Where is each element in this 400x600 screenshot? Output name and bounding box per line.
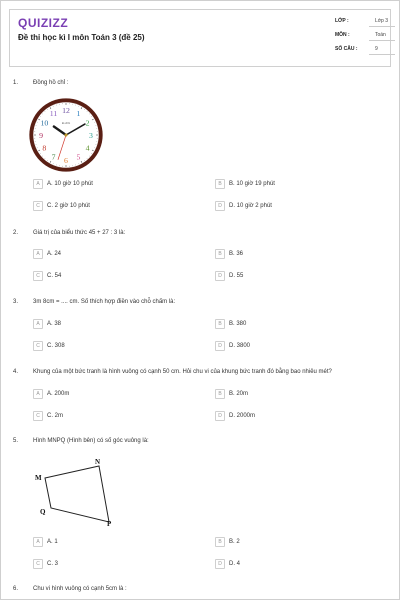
option-text: B. 10 giờ 19 phút [229,181,275,187]
option-text: A. 1 [47,539,58,545]
option-letter-box: A [33,179,43,189]
question-3-text: 3m 8cm = .... cm. Số thích hợp điền vào chỗ chấm là: [33,299,176,305]
option-text: A. 200m [47,391,70,397]
clock-number: 6 [64,155,68,165]
option-letter-box: D [215,271,225,281]
clock-number: 4 [85,143,90,153]
vertex-label-m: M [35,474,42,482]
question-2-text: Giá trị của biểu thức 45 + 27 : 3 là: [33,230,126,236]
meta-grade-value: Lớp 3 [375,18,389,24]
option-text: B. 36 [229,251,244,257]
clock-number: 5 [76,152,81,162]
meta-count-value: 9 [375,46,378,52]
meta-grade-label: LỚP : [335,18,349,24]
worksheet-header [9,9,391,67]
clock-image [27,96,105,174]
meta-count [335,42,395,56]
meta-divider [369,54,395,55]
option-letter-box: C [33,201,43,211]
option-text: D. 10 giờ 2 phút [229,203,272,209]
option-letter-box: D [215,341,225,351]
option-letter-box: B [215,389,225,399]
quadrilateral-mnpq-figure [33,458,115,526]
option-letter-box: C [33,411,43,421]
option-text: C. 2m [47,413,64,419]
clock-number: 1 [76,109,81,119]
vertex-label-p: P [107,520,112,526]
question-4-text: Khung của một bức tranh là hình vuông có cạnh 50 cm. Hỏi chu vi của khung bức tranh đó bằng bao nhiêu mét? [33,369,332,375]
clock-number: 3 [89,130,93,140]
meta-subject [335,28,395,42]
meta-subject-value: Toán [375,32,386,38]
quadrilateral-outline [45,466,109,522]
option-text: B. 380 [229,321,247,327]
meta-subject-label: MÔN : [335,32,350,38]
option-letter-box: A [33,389,43,399]
question-1-text: Đồng hồ chỉ : [33,80,69,86]
clock-number: 11 [49,109,58,119]
clock-number: 8 [42,143,47,153]
quizizz-logo: QUIZIZZ [18,16,69,30]
option-letter-box: D [215,559,225,569]
option-text: A. 10 giờ 10 phút [47,181,93,187]
option-letter-box: B [215,249,225,259]
clock-brand: ELLING [61,123,71,126]
option-letter-box: B [215,537,225,547]
option-text: A. 38 [47,321,62,327]
option-text: D. 3800 [229,343,251,349]
option-letter-box: D [215,201,225,211]
clock-number: 9 [39,130,43,140]
clock-center-pin [64,133,67,136]
question-6-number: 6. [13,586,19,592]
question-2-number: 2. [13,230,19,236]
question-5-text: Hình MNPQ (Hình bên) có số góc vuông là: [33,438,149,444]
vertex-label-q: Q [40,508,46,516]
meta-divider [369,40,395,41]
option-text: D. 4 [229,561,241,567]
exam-title: Đề thi học kì I môn Toán 3 (đề 25) [18,33,145,42]
clock-number: 12 [62,105,70,115]
option-text: C. 3 [47,561,59,567]
option-text: B. 20m [229,391,249,397]
option-letter-box: B [215,179,225,189]
question-5-number: 5. [13,438,19,444]
clock-number: 10 [40,118,49,128]
meta-grade [335,14,395,28]
clock-number: 7 [51,152,56,162]
question-4-number: 4. [13,369,19,375]
option-text: D. 55 [229,273,244,279]
option-letter-box: C [33,341,43,351]
vertex-label-n: N [95,458,101,466]
option-letter-box: A [33,249,43,259]
option-text: C. 2 giờ 10 phút [47,203,90,209]
option-text: C. 54 [47,273,62,279]
option-text: D. 2000m [229,413,256,419]
meta-count-label: SỐ CÂU : [335,46,358,52]
question-1-number: 1. [13,80,19,86]
option-letter-box: D [215,411,225,421]
question-6-text: Chu vi hình vuông có cạnh 5cm là : [33,586,127,592]
option-text: A. 24 [47,251,62,257]
option-letter-box: C [33,559,43,569]
option-letter-box: A [33,537,43,547]
option-text: C. 308 [47,343,65,349]
option-letter-box: C [33,271,43,281]
clock-number: 2 [85,118,90,128]
option-letter-box: A [33,319,43,329]
option-letter-box: B [215,319,225,329]
option-text: B. 2 [229,539,240,545]
meta-divider [369,26,395,27]
question-3-number: 3. [13,299,19,305]
